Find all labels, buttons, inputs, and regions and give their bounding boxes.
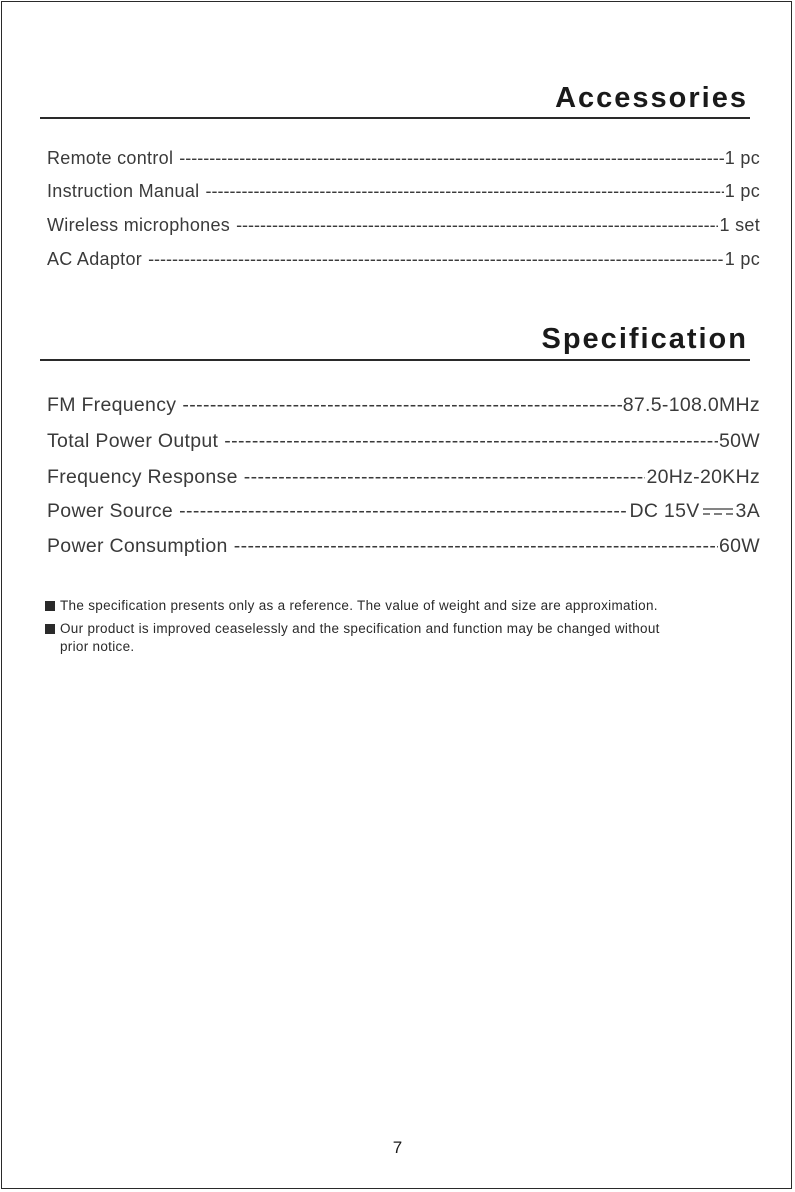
accessory-label: Remote control xyxy=(47,148,174,168)
dotted-leader xyxy=(182,394,621,417)
spec-value: 87.5-108.0MHz xyxy=(622,394,760,416)
spec-row-power-consumption xyxy=(47,535,760,558)
accessory-label: AC Adaptor xyxy=(47,249,143,269)
dc-current-symbol-icon xyxy=(702,507,734,516)
spec-label: FM Frequency xyxy=(47,394,177,416)
spec-label: Power Consumption xyxy=(47,535,228,557)
spec-label: Total Power Output xyxy=(47,430,219,452)
dotted-leader xyxy=(205,181,723,202)
dotted-leader xyxy=(234,535,718,558)
accessory-row-remote-control xyxy=(47,148,760,169)
spec-row-frequency-response xyxy=(47,466,760,489)
page-frame xyxy=(1,1,792,1189)
spec-value: 20Hz-20KHz xyxy=(646,466,760,488)
dotted-leader xyxy=(224,430,718,453)
specification-heading: Specification xyxy=(541,323,748,355)
specification-rule xyxy=(40,359,750,361)
accessory-quantity: 1 pc xyxy=(724,181,760,201)
accessory-quantity: 1 pc xyxy=(724,249,760,269)
accessory-quantity: 1 pc xyxy=(724,148,760,168)
spec-label: Power Source xyxy=(47,500,174,522)
dotted-leader xyxy=(179,500,628,523)
accessory-label: Wireless microphones xyxy=(47,215,231,235)
dotted-leader xyxy=(236,215,718,236)
note-text: Our product is improved ceaselessly and the specification and function may be changed without xyxy=(60,621,660,636)
square-bullet-icon xyxy=(45,624,55,634)
power-source-voltage: DC 15V xyxy=(629,500,700,522)
page-number: 7 xyxy=(392,1138,403,1157)
accessory-label: Instruction Manual xyxy=(47,181,200,201)
accessory-row-instruction-manual xyxy=(47,181,760,202)
accessory-quantity: 1 set xyxy=(719,215,760,235)
accessories-rule xyxy=(40,117,750,119)
note-improvement xyxy=(45,620,760,656)
accessories-heading: Accessories xyxy=(555,82,748,114)
spec-value: 50W xyxy=(719,430,760,452)
note-continuation: prior notice. xyxy=(60,639,135,654)
spec-label: Frequency Response xyxy=(47,466,238,488)
dotted-leader xyxy=(244,466,646,489)
spec-row-fm-frequency xyxy=(47,394,760,417)
accessory-row-ac-adaptor xyxy=(47,249,760,270)
note-text: The specification presents only as a reference. The value of weight and size are approximation. xyxy=(60,598,658,613)
spec-row-power-source xyxy=(47,500,760,523)
spec-row-total-power-output xyxy=(47,430,760,453)
dotted-leader xyxy=(148,249,724,270)
spec-value xyxy=(629,500,760,523)
accessory-row-wireless-microphones xyxy=(47,215,760,236)
power-source-current: 3A xyxy=(735,500,760,522)
dotted-leader xyxy=(179,148,724,169)
note-reference xyxy=(45,597,760,615)
spec-value: 60W xyxy=(719,535,760,557)
square-bullet-icon xyxy=(45,601,55,611)
